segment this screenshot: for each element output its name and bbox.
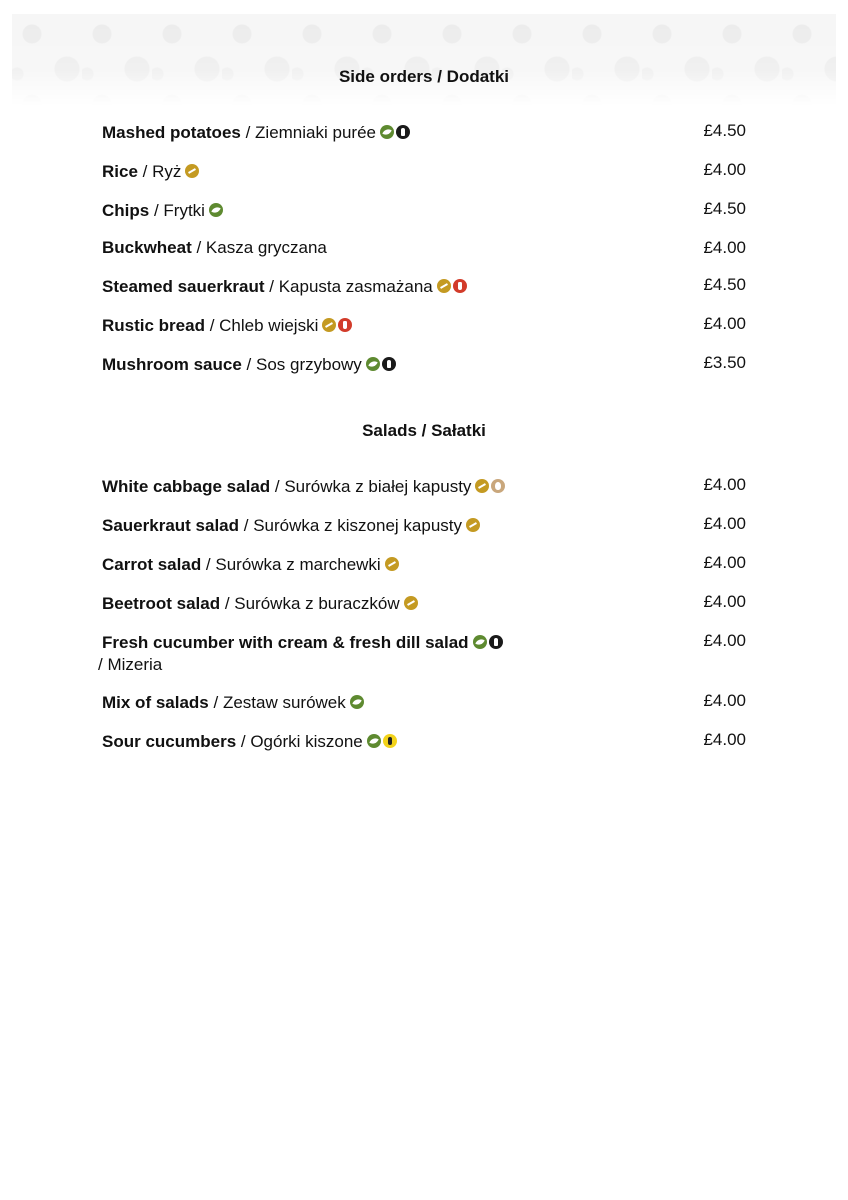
menu-item [102,352,746,376]
menu-item-name: Mashed potatoes [102,123,241,142]
menu-item-polish-name: Surówka z kiszonej kapusty [253,516,463,535]
menu-item-price: £4.00 [703,514,746,533]
menu-item-name: Steamed sauerkraut [102,277,265,296]
menu-item-polish-name: Surówka z buraczków [234,594,400,613]
menu-item-price: £4.00 [703,160,746,179]
menu-item-text [102,477,507,496]
milk-icon [489,635,503,649]
menu-item-separator: / [149,201,164,220]
menu-item-separator: / [204,316,220,335]
menu-item-polish-name: Chleb wiejski [219,316,319,335]
dietary-icons [185,159,201,181]
menu-item [102,237,746,259]
menu-item-polish-name: Surówka z białej kapusty [284,477,472,496]
dietary-icons [209,198,225,220]
menu-item-separator: / [264,277,279,296]
egg-icon [491,479,505,493]
menu-item-name: Rice [102,162,138,181]
menu-item-separator: / [201,555,216,574]
dietary-icons [475,474,507,496]
menu-item-separator: / [137,162,153,181]
menu-item-text [102,555,401,574]
sides-menu-list [102,120,746,391]
menu-item-separator: / [236,732,251,751]
decorative-folk-pattern [12,14,836,106]
milk-icon [382,357,396,371]
menu-item-polish-name: Sos grzybowy [255,355,362,374]
dietary-icons [367,729,399,751]
vegan-icon [366,357,380,371]
menu-item-polish-name: Zestaw surówek [222,693,346,712]
menu-item-name: Mix of salads [102,693,209,712]
menu-item-name: Sauerkraut salad [102,516,240,535]
menu-item-separator: / [208,693,223,712]
menu-item-name: Rustic bread [102,316,205,335]
dietary-icons [404,591,420,613]
menu-item-polish-name: Ziemniaki purée [255,123,376,142]
dietary-icons [350,690,366,712]
dietary-icons [380,120,412,142]
gluten-free-icon [385,557,399,571]
dietary-icons [385,552,401,574]
menu-item [102,120,746,144]
vegan-icon [380,125,394,139]
menu-item-price: £4.50 [703,199,746,218]
gluten-free-icon [322,318,336,332]
menu-item-price: £3.50 [703,353,746,372]
menu-item-name: Buckwheat [102,238,192,257]
menu-item-text [102,162,201,181]
menu-item-text [102,693,366,712]
menu-item-separator: / [191,238,206,257]
gluten-free-icon [475,479,489,493]
menu-item-text [102,316,354,335]
menu-item [102,474,746,498]
menu-item-text [98,633,505,674]
gluten-free-icon [437,279,451,293]
menu-item-text [102,516,482,535]
menu-item-name: Fresh cucumber with cream & fresh dill salad [102,633,469,652]
menu-item [102,591,746,615]
menu-item-name: Carrot salad [102,555,202,574]
hot-icon [338,318,352,332]
menu-item [102,274,746,298]
menu-item-polish-name: Surówka z marchewki [215,555,381,574]
milk-icon [396,125,410,139]
menu-item-text [102,238,327,257]
gluten-free-icon [185,164,199,178]
menu-item-polish-name: Ogórki kiszone [250,732,363,751]
menu-item-text [102,355,398,374]
menu-item-text [102,732,399,751]
menu-item-name: Beetroot salad [102,594,221,613]
vegan-icon [473,635,487,649]
sides-section-title: Side orders / Dodatki [338,67,510,86]
menu-item-name: Chips [102,201,150,220]
menu-item-separator: / [220,594,235,613]
menu-item [102,198,746,222]
gluten-free-icon [404,596,418,610]
vegan-icon [209,203,223,217]
dietary-icons [437,274,469,296]
gluten-free-icon [466,518,480,532]
menu-item-price: £4.00 [703,238,746,257]
menu-item-separator: / [239,516,254,535]
dietary-icons [366,352,398,374]
menu-item-name: Mushroom sauce [102,355,242,374]
menu-item [102,313,746,337]
menu-item [102,690,746,714]
menu-item-text [102,201,225,220]
menu-item-separator: / [240,123,256,142]
salads-section-title: Salads / Sałatki [362,421,486,440]
menu-item [98,630,746,676]
menu-item-text [102,594,420,613]
menu-item-price: £4.00 [703,691,746,710]
menu-item-separator: / [98,655,108,674]
menu-item-price: £4.50 [703,121,746,140]
dietary-icons [473,630,505,652]
menu-item [102,159,746,183]
vegan-icon [350,695,364,709]
menu-item-price: £4.00 [703,592,746,611]
menu-item-price: £4.00 [703,314,746,333]
dietary-icons [322,313,354,335]
menu-item-separator: / [274,477,285,496]
menu-item-polish-name: Mizeria [107,655,163,674]
menu-item-name: Sour cucumbers [102,732,237,751]
menu-item-separator: / [241,355,256,374]
mustard-icon [383,734,397,748]
menu-item [102,729,746,753]
menu-item [102,513,746,537]
menu-item-price: £4.00 [703,730,746,749]
salads-menu-list [98,474,746,768]
menu-item-name: White cabbage salad [102,477,275,496]
menu-item-price: £4.00 [703,553,746,572]
menu-item-polish-name: Ryż [152,162,182,181]
menu-item-polish-name: Frytki [163,201,205,220]
vegan-icon [367,734,381,748]
menu-item-polish-name: Kapusta zasmażana [278,277,433,296]
menu-item [102,552,746,576]
menu-item-text [102,123,412,142]
menu-item-text [102,277,469,296]
menu-item-price: £4.00 [703,475,746,494]
hot-icon [453,279,467,293]
menu-item-polish-name: Kasza gryczana [205,238,327,257]
dietary-icons [466,513,482,535]
menu-item-price: £4.00 [703,631,746,650]
menu-item-price: £4.50 [703,275,746,294]
